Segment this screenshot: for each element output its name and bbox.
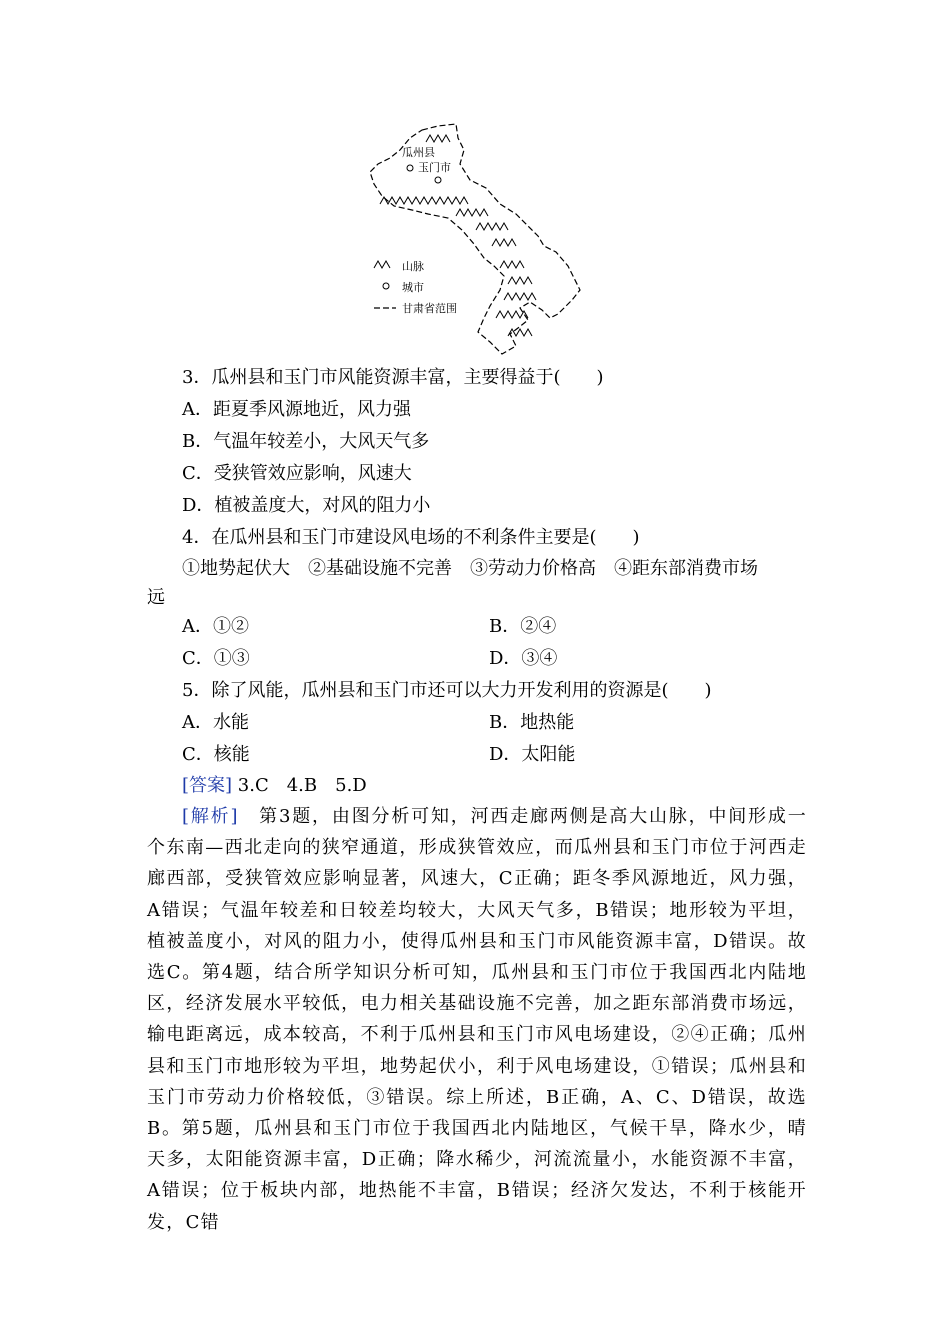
question-5-option-c: C．核能 [182,744,250,765]
question-4-option-b: B．②④ [489,616,557,637]
question-5-stem: 5．除了风能，瓜州县和玉门市还可以大力开发利用的资源是( ) [182,680,712,701]
analysis-paragraph [147,801,807,1238]
guazhou-city-marker [407,165,413,171]
yumen-city-marker [435,177,441,183]
question-3-stem: 3．瓜州县和玉门市风能资源丰富，主要得益于( ) [182,367,604,388]
question-4-option-d: D．③④ [489,648,558,669]
question-3-option-c: C．受狭管效应影响，风速大 [182,463,412,484]
guazhou-label: 瓜州县 [402,146,435,159]
legend-mountain-symbol [374,261,390,268]
question-4-option-a: A．①② [182,616,249,637]
answer-line [182,770,842,802]
question-4-conditions: ①地势起伏大 ②基础设施不完善 ③劳动力价格高 ④距东部消费市场 [182,558,758,579]
question-4-conditions-cont: 远 [147,587,165,608]
legend-mountain-label: 山脉 [402,260,424,273]
question-3-option-b: B．气温年较差小，大风天气多 [182,431,430,452]
legend-city-label: 城市 [402,281,424,294]
question-3-option-d: D．植被盖度大，对风的阻力小 [182,495,431,516]
analysis-tag: [解析] [182,806,239,827]
mountain-range-south [496,261,536,336]
mountain-range-north [380,135,516,246]
question-4-option-c: C．①③ [182,648,250,669]
question-5-option-d: D．太阳能 [489,744,576,765]
yumen-label: 玉门市 [418,161,451,174]
question-4-stem: 4．在瓜州县和玉门市建设风电场的不利条件主要是( ) [182,527,640,548]
question-5-option-b: B．地热能 [489,712,575,733]
analysis-text: 第3题，由图分析可知，河西走廊两侧是高大山脉，中间形成一个东南—西北走向的狭窄通道，形成狭管效应，而瓜州县和玉门市位于河西走廊西部，受狭管效应影响显著，风速大，C正确；距冬季风源地近，风力强，A错误；气温年较差和日较差均较大，大风天气多，B错误；地形较为平坦，植被盖度小，对风的阻力小，使得瓜州县和玉门市风能资源丰富，D错误。故选C。第4题，结合所学知识分析可知，瓜州县和玉门市位于我国西北内陆地区，经济发展水平较低，电力相关基础设施不完善，加之距东部消费市场远，输电距离远，成本较高，不利于瓜州县和玉门市风电场建设，②④正确；瓜州县和玉门市地形较为平坦，地势起伏小，利于风电场建设，①错误；瓜州县和玉门市劳动力价格较低，③错误。综上所述，B正确，A、C、D错误，故选B。第5题，瓜州县和玉门市位于我国西北内陆地区，气候干旱，降水少，晴天多，太阳能资源丰富，D正确；降水稀少，河流流量小，水能资源不丰富，A错误；位于板块内部，地热能不丰富，B错误；经济欠发达，不利于核能开发，C错 [147,806,807,1233]
legend-city-symbol [383,283,389,289]
map-legend [374,260,457,315]
question-3-option-a: A．距夏季风源地近，风力强 [182,399,411,420]
question-5-option-a: A．水能 [182,712,249,733]
answer-text: 3.C 4.B 5.D [237,775,367,796]
legend-boundary-label: 甘肃省范围 [402,302,457,315]
answer-tag: [答案] [182,775,233,796]
gansu-map-figure [360,118,630,358]
